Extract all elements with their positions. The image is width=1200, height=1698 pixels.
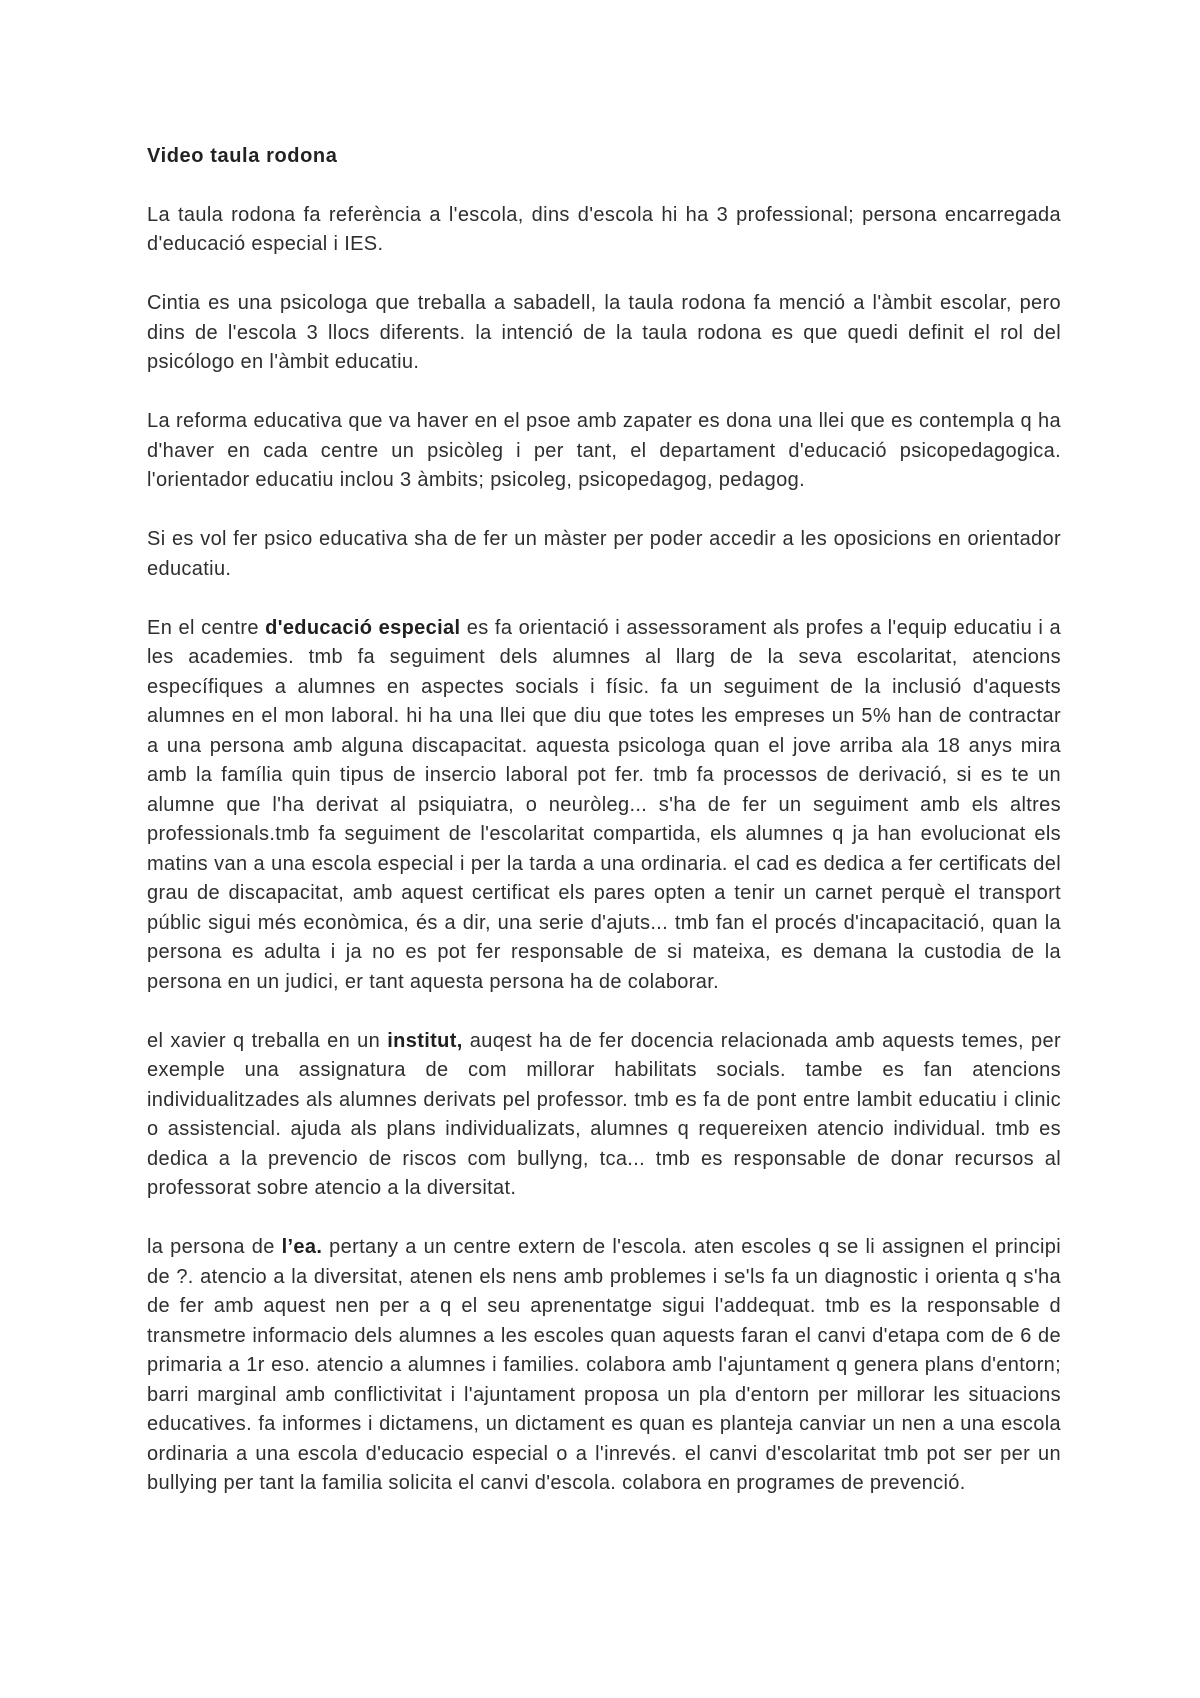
document-body — [147, 142, 1061, 1528]
bold-term-educacio-especial: d'educació especial — [265, 616, 461, 639]
paragraph-master — [147, 525, 1061, 584]
bold-term-ea: l’ea. — [281, 1236, 323, 1258]
paragraph-cintia — [147, 289, 1061, 378]
paragraph-text: Cintia es una psicologa que treballa a sabadell, la taula rodona fa menció a l'àmbit escolar, pero dins de l'escola 3 llocs diferents. la intenció de la taula rodona es que quedi definit el rol del psicólogo en l'àmbit educatiu. — [147, 292, 1061, 373]
paragraph-text: Si es vol fer psico educativa sha de fer un màster per poder accedir a les oposicions en orientador educatiu. — [147, 528, 1061, 580]
paragraph-text: el xavier q treballa en un — [147, 1029, 388, 1052]
document-title: Video taula rodona — [147, 145, 338, 167]
bold-term-institut: institut, — [387, 1029, 463, 1052]
paragraph-text: pertany a un centre extern de l'escola. aten escoles q se li assignen el principi de ?. atencio a la diversitat, atenen els nens amb problemes i se'ls fa un diagnostic i orienta q s'ha de fer amb aquest nen per a q el seu aprenentatge sigui l'addequat. tmb es la responsable d transmetre informacio dels alumnes a les escoles quan aquests faran el canvi d'etapa com de 6 de primaria a 1r eso. atencio a alumnes i families. colabora amb l'ajuntament q genera plans d'entorn; barri marginal amb conflictivitat i l'ajuntament proposa un pla d'entorn per millorar les situacions educatives. fa informes i dictamens, un dictament es quan es planteja canviar un nen a una escola ordinaria a una escola d'educacio especial o a l'inrevés. el canvi d'escolaritat tmb pot ser per un bullying per tant la familia solicita el canvi d'escola. colabora en programes de prevenció. — [147, 1236, 1062, 1494]
paragraph-ea — [147, 1233, 1061, 1499]
paragraph-text: En el centre — [147, 616, 266, 639]
paragraph-reforma — [147, 407, 1061, 496]
paragraph-text: La taula rodona fa referència a l'escola, dins d'escola hi ha 3 professional; persona encarregada d'educació especial i IES. — [147, 203, 1061, 255]
paragraph-institut — [147, 1027, 1061, 1204]
paragraph-text: auqest ha de fer docencia relacionada amb aquests temes, per exemple una assignatura de com millorar habilitats socials. tambe es fan atencions individualitzades als alumnes derivats pel professor. tmb es fa de pont entre lambit educatiu i clinic o assistencial. ajuda als plans individualizats, alumnes q requereixen atencio individual. tmb es dedica a la prevencio de riscos com bullyng, tca... tmb es responsable de donar recursos al professorat sobre atencio a la diversitat. — [147, 1029, 1061, 1199]
paragraph-text: la persona de — [147, 1236, 282, 1258]
paragraph-text: es fa orientació i assessorament als profes a l'equip educatiu i a les academies. tmb fa seguiment dels alumnes al llarg de la seva escolaritat, atencions específiques a alumnes en aspectes socials i físic. fa un seguiment de la inclusió d'aquests alumnes en el mon laboral. hi ha una llei que diu que totes les empreses un 5% han de contractar a una persona amb alguna discapacitat. aquesta psicologa quan el jove arriba ala 18 anys mira amb la família quin tipus de insercio laboral pot fer. tmb fa processos de derivació, si es te un alumne que l'ha derivat al psiquiatra, o neuròleg... s'ha de fer un seguiment amb els altres professionals.tmb fa seguiment de l'escolaritat compartida, els alumnes q ja han evolucionat els matins van a una escola especial i per la tarda a una ordinaria. el cad es dedica a fer certificats del grau de discapacitat, amb aquest certificat els pares opten a tenir un carnet perquè el transport públic sigui més econòmica, és a dir, una serie d'ajuts... tmb fan el procés d'incapacitació, quan la persona es adulta i ja no es pot fer responsable de si mateixa, es demana la custodia de la persona en un judici, er tant aquesta persona ha de colaborar. — [147, 616, 1061, 993]
paragraph-intro — [147, 201, 1061, 260]
paragraph-educacio-especial — [147, 614, 1061, 998]
paragraph-text: La reforma educativa que va haver en el psoe amb zapater es dona una llei que es contempla q ha d'haver en cada centre un psicòleg i per tant, el departament d'educació psicopedagogica. l'orientador educatiu inclou 3 àmbits; psicoleg, psicopedagog, pedagog. — [147, 410, 1061, 491]
